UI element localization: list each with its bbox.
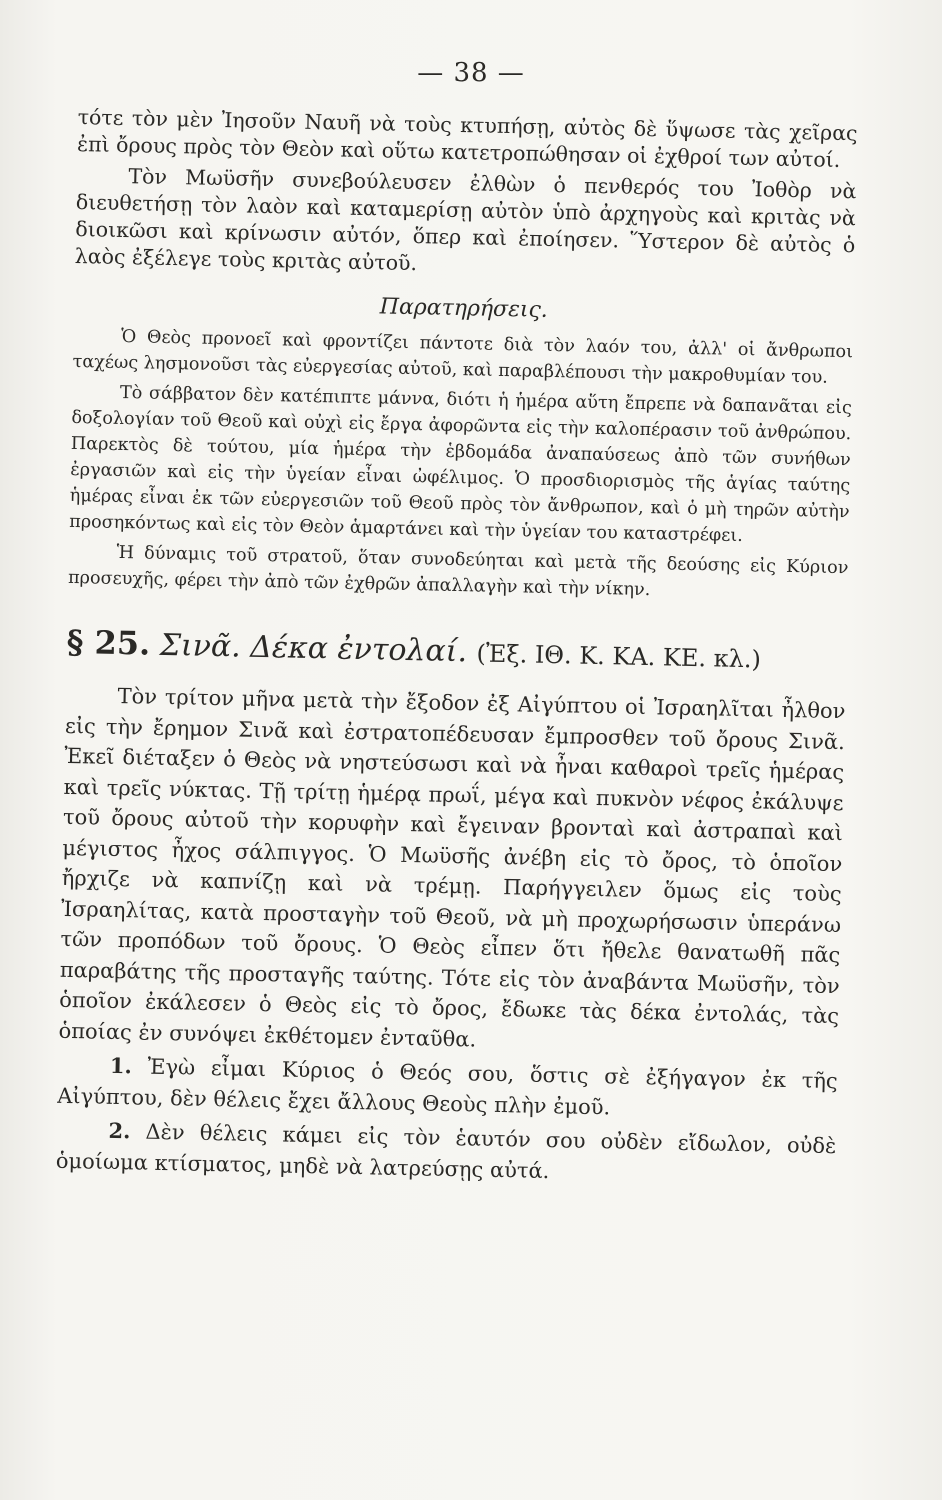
remark-item: Ἡ δύναμις τοῦ στρατοῦ, ὅταν συνοδεύηται καὶ μετὰ τῆς δεούσης εἰς Κύριον προσευχῆς, φέρει τὴν ἀπὸ τῶν ἐχθρῶν ἀπαλλαγὴν καὶ τὴν νίκην.	[67, 542, 849, 601]
section-paragraph: Τὸν τρίτον μῆνα μετὰ τὴν ἔξοδον ἐξ Αἰγύπτου οἱ Ἰσραηλῖται ἦλθον εἰς τὴν ἔρημον Σινᾶ καὶ ἐστρατοπέδευσαν ἔμπροσθεν τοῦ ὄρους Σινᾶ. Ἐκεῖ διέταξεν ὁ Θεὸς νὰ νηστεύσωσι καὶ νὰ ἦναι καθαροὶ τρεῖς ἡμέρας καὶ τρεῖς νύκτας. Τῇ τρίτῃ ἡμέρᾳ πρωΐ, μέγα καὶ πυκνὸν νέφος ἐκάλυψε τοῦ ὄρους αὐτοῦ τὴν κορυφὴν καὶ ἔγειναν βρονταὶ καὶ ἀστραπαὶ καὶ μέγιστος ἦχος σάλπιγγος. Ὁ Μωϋσῆς ἀνέβη εἰς τὸ ὄρος, τὸ ὁποῖον ἤρχιζε νὰ καπνίζῃ καὶ νὰ τρέμῃ. Παρήγγειλεν ὅμως εἰς τοὺς Ἰσραηλίτας, κατὰ προσταγὴν τοῦ Θεοῦ, νὰ μὴ προχωρήσωσιν ὑπεράνω τῶν προπόδων τοῦ ὄρους. Ὁ Θεὸς εἶπεν ὅτι ἤθελε θανατωθῆ πᾶς παραβάτης τῆς προσταγῆς ταύτης. Τότε εἰς τὸν ἀναβάντα Μωϋσῆν, τὸν ὁποῖον ἐκάλεσεν ὁ Θεὸς εἰς τὸ ὄρος, ἔδωκε τὰς δέκα ἐντολάς, τὰς ὁποίας ἐν συνόψει ἐκθέτομεν ἐνταῦθα.	[58, 683, 846, 1052]
commandment-number: 2.	[108, 1117, 131, 1144]
page-body	[56, 104, 858, 1192]
section-title: Σινᾶ. Δέκα ἐντολαί.	[159, 627, 468, 670]
section-heading	[66, 623, 847, 680]
commandment-text: Ἐγὼ εἶμαι Κύριος ὁ Θεός σου, ὅστις σὲ ἐξήγαγον ἐκ τῆς Αἰγύπτου, δὲν θέλεις ἔχει ἄλλους Θεοὺς πλὴν ἐμοῦ.	[56, 1054, 838, 1119]
commandment-text: Δὲν θέλεις κάμει εἰς τὸν ἑαυτόν σου οὐδὲν εἴδωλον, οὐδὲ ὁμοίωμα κτίσματος, μηδὲ νὰ λατρεύσῃς αὐτά.	[55, 1119, 837, 1183]
page-number: — 38 —	[417, 58, 525, 88]
remark-item: Ὁ Θεὸς προνοεῖ καὶ φροντίζει πάντοτε διὰ τὸν λαόν του, ἀλλ' οἱ ἄνθρωποι ταχέως λησμονοῦσι τὰς εὐεργεσίας αὐτοῦ, καὶ παραβλέπουσι τὴν μακροθυμίαν του.	[72, 326, 854, 388]
section-reference: (Ἐξ. ΙΘ. Κ. ΚΑ. ΚΕ. κλ.)	[476, 639, 762, 674]
remark-item: Τὸ σάββατον δὲν κατέπιπτε μάννα, διότι ἡ ἡμέρα αὕτη ἔπρεπε νὰ δαπανᾶται εἰς δοξολογίαν τοῦ Θεοῦ καὶ οὐχὶ εἰς ἔργα ἀφορῶντα εἰς τὴν καλοπέρασιν τοῦ ἀνθρώπου. Παρεκτὸς δὲ τούτου, μία ἡμέρα τὴν ἑβδομάδα ἀναπαύσεως ἀπὸ τῶν συνήθων ἐργασιῶν καὶ εἰς τὴν ὑγείαν εἶναι ὠφέλιμος. Ὁ προσδιορισμὸς τῆς ἁγίας ταύτης ἡμέρας εἶναι ἐκ τῶν εὐεργεσιῶν τοῦ Θεοῦ πρὸς τὸν ἄνθρωπον, καὶ ὁ μὴ τηρῶν αὐτὴν προσηκόντως καὶ εἰς τὸν Θεὸν ἁμαρτάνει καὶ τὴν ὑγείαν του καταστρέφει.	[69, 382, 853, 547]
remarks-heading: Παρατηρήσεις.	[379, 294, 549, 323]
commandment-item	[57, 1050, 838, 1127]
paragraph-continuation: τότε τὸν μὲν Ἰησοῦν Ναυῆ νὰ τοὺς κτυπήσῃ, αὐτὸς δὲ ὕψωσε τὰς χεῖρας ἐπὶ ὄρους πρὸς τὸν Θεὸν καὶ οὕτω κατετροπώθησαν οἱ ἐχθροί των αὐτοί.	[76, 104, 858, 172]
paragraph-jethro: Τὸν Μωϋσῆν συνεβούλευσεν ἐλθὼν ὁ πενθερός του Ἰοθὸρ νὰ διευθετήσῃ τὸν λαὸν καὶ καταμερίσῃ αὐτὸν ὑπὸ ἀρχηγοὺς καὶ κριτὰς νὰ διοικῶσι καὶ κρίνωσιν αὐτόν, ὅπερ καὶ ἐποίησεν. Ὕστερον δὲ αὐτὸς ὁ λαὸς ἐξέλεγε τοὺς κριτὰς αὐτοῦ.	[74, 164, 857, 276]
commandment-number: 1.	[109, 1052, 133, 1079]
section-number: § 25.	[66, 622, 151, 663]
commandment-item	[56, 1115, 837, 1192]
